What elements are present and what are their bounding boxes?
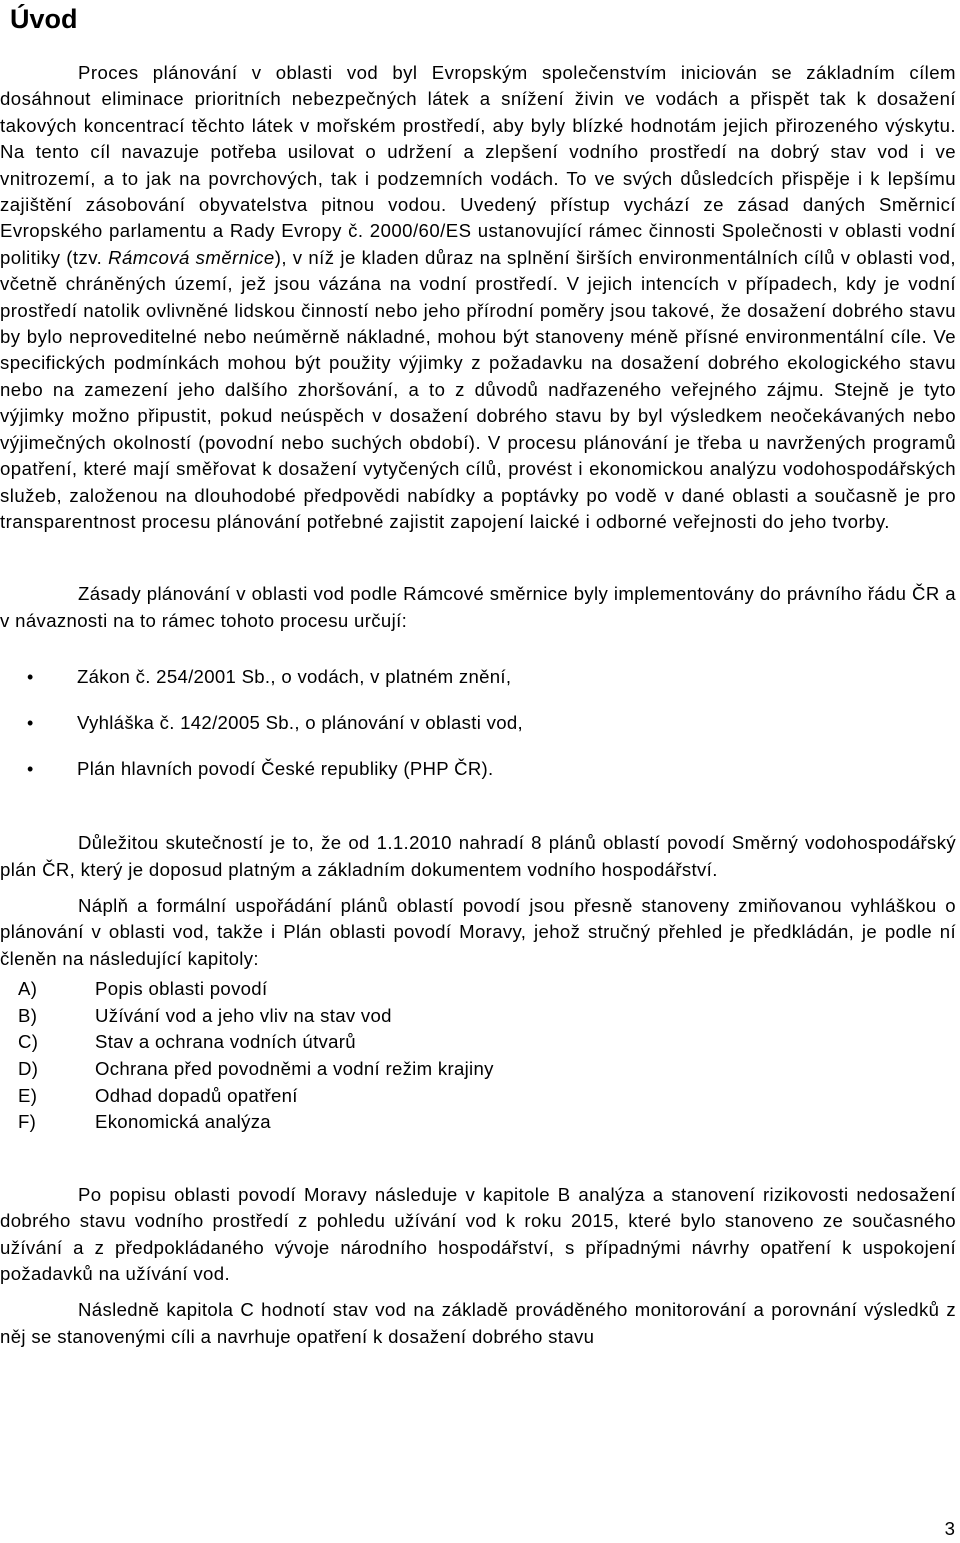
chapter-letter: C) bbox=[18, 1031, 39, 1053]
bullet-icon: • bbox=[27, 667, 34, 688]
chapter-title: Ekonomická analýza bbox=[95, 1111, 271, 1133]
list-item bbox=[0, 710, 956, 736]
chapter-title: Odhad dopadů opatření bbox=[95, 1084, 298, 1106]
chapter-title: Užívání vod a jeho vliv na stav vod bbox=[95, 1004, 392, 1026]
important-fact-paragraph: Důležitou skutečností je to, že od 1.1.2010 nahradí 8 plánů oblastí povodí Směrný vodohospodářský plán ČR, který je doposud platným a základním dokumentem vodního hospodářství. bbox=[0, 832, 956, 880]
intro-text-1: Proces plánování v oblasti vod byl Evropským společenstvím iniciován se základním cílem dosáhnout eliminace prioritních nebezpečných látek a snížení živin ve vodách a přispět tak k dosažení takových koncentrací těchto látek v mořském prostředí, aby byly blízké hodnotám jejich přirozeného výskytu. Na tento cíl navazuje potřeba usilovat o udržení a zlepšení vodního prostředí na dobrý stav vod i ve vnitrozemí, a to jak na povrchových, tak i podzemních vodách. To ve svých důsledcích přispěje i k lepšímu zajištění zásobování obyvatelstva pitnou vodou. Uvedený přístup vychází ze zásad daných Směrnicí Evropského parlamentu a Rady Evropy č. 2000/60/ES ustanovující rámec činnosti Společnosti v oblasti vodní politiky (tzv. bbox=[0, 62, 956, 268]
chapter-item bbox=[0, 1109, 956, 1136]
chapter-item bbox=[0, 1029, 956, 1056]
intro-paragraph bbox=[0, 60, 956, 535]
chapter-letter: E) bbox=[18, 1084, 38, 1106]
chapter-letter: D) bbox=[18, 1057, 39, 1079]
page-number: 3 bbox=[944, 1518, 955, 1539]
chapter-title: Popis oblasti povodí bbox=[95, 978, 268, 1000]
chapter-item bbox=[0, 976, 956, 1003]
chapter-letter: B) bbox=[18, 1004, 38, 1026]
list-item-text: Plán hlavních povodí České republiky (PHP ČR). bbox=[77, 758, 494, 780]
list-item bbox=[0, 664, 956, 690]
intro-text-2: ), v níž je kladen důraz na splnění širších environmentálních cílů v oblasti vod, včetně chráněných území, jež jsou vázána na vodní prostředí. V jejich intencích v případech, kdy je vodní prostředí natolik ovlivněné lidskou činností nebo jeho přírodní poměry jsou takové, že dosažení dobrého stavu by bylo neproveditelné nebo neúměrně nákladné, mohou být stanoveny méně přísné environmentální cíle. Ve specifických podmínkách mohou být použity výjimky z požadavku na dosažení dobrého ekologického stavu nebo na zamezení jeho dalšího zhoršování, a to z důvodů nadřazeného veřejného zájmu. Stejně je tyto výjimky možno připustit, pokud neúspěch v dosažení dobrého stavu by byl výsledkem neočekávaných nebo výjimečných okolností (povodní nebo suchých období). V procesu plánování je třeba u navržených programů opatření, které mají směřovat k dosažení vytyčených cílů, provést i ekonomickou analýzu vodohospodářských služeb, založenou na dlouhodobé předpovědi nabídky a poptávky po vodě v dané oblasti a současně je pro transparentnost procesu plánování potřebné zajistit zapojení laické i odborné veřejnosti do jeho tvorby. bbox=[0, 246, 956, 532]
chapter-letter: A) bbox=[18, 978, 38, 1000]
legislation-paragraph: Zásady plánování v oblasti vod podle Rámcové směrnice byly implementovány do právního řádu ČR a v návaznosti na to rámec tohoto procesu určují: bbox=[0, 583, 956, 631]
chapter-c-paragraph: Následně kapitola C hodnotí stav vod na základě prováděného monitorování a porovnání výsledků z něj se stanovenými cíli a navrhuje opatření k dosažení dobrého stavu bbox=[0, 1299, 956, 1347]
list-item bbox=[0, 756, 956, 782]
document-body bbox=[0, 60, 956, 1350]
structure-paragraph: Náplň a formální uspořádání plánů oblastí povodí jsou přesně stanoveny zmiňovanou vyhláškou o plánování v oblasti vod, takže i Plán oblasti povodí Moravy, jehož stručný přehled je předkládán, je podle ní členěn na následující kapitoly: bbox=[0, 894, 956, 969]
chapter-b-paragraph: Po popisu oblasti povodí Moravy následuje v kapitole B analýza a stanovení rizikovosti nedosažení dobrého stavu vodního prostředí z pohledu užívání vod k roku 2015, které bylo stanoveno ze současného užívání a z předpokládaného vývoje národního hospodářství, s případnými návrhy opatření k uspokojení požadavků na užívání vod. bbox=[0, 1183, 956, 1284]
chapter-item bbox=[0, 1083, 956, 1110]
page-heading: Úvod bbox=[10, 4, 78, 34]
chapter-letter: F) bbox=[18, 1111, 37, 1133]
chapter-title: Stav a ochrana vodních útvarů bbox=[95, 1031, 356, 1053]
bullet-icon: • bbox=[27, 759, 34, 780]
chapter-list bbox=[0, 976, 956, 1136]
bullet-icon: • bbox=[27, 713, 34, 734]
chapter-title: Ochrana před povodněmi a vodní režim krajiny bbox=[95, 1057, 494, 1079]
list-item-text: Zákon č. 254/2001 Sb., o vodách, v platném znění, bbox=[77, 666, 512, 688]
chapter-item bbox=[0, 1003, 956, 1030]
legislation-list bbox=[0, 664, 956, 782]
intro-emphasis: Rámcová směrnice bbox=[108, 246, 275, 268]
chapter-item bbox=[0, 1056, 956, 1083]
list-item-text: Vyhláška č. 142/2005 Sb., o plánování v oblasti vod, bbox=[77, 712, 523, 734]
